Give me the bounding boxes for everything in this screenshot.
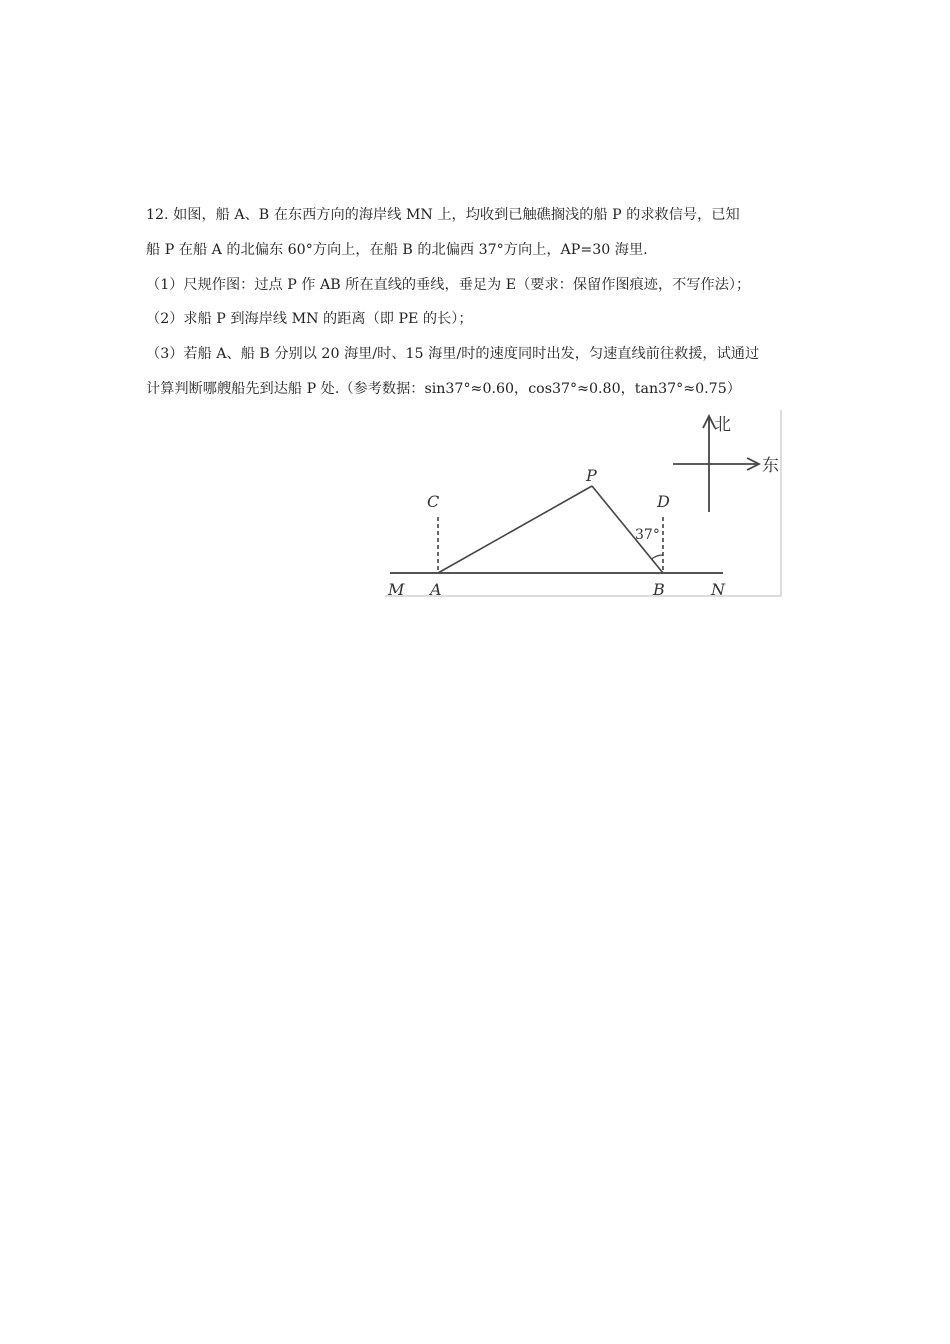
label-b: B: [653, 580, 665, 599]
segment-ap: [438, 486, 592, 573]
figure-svg: [385, 410, 783, 600]
label-a: A: [430, 580, 442, 599]
label-m: M: [388, 580, 405, 599]
question-3-line-1: （3）若船 A、船 B 分别以 20 海里/时、15 海里/时的速度同时出发，匀速直线前往救援，试通过: [146, 346, 760, 362]
label-c: C: [427, 492, 440, 511]
angle-label: 37°: [635, 527, 660, 543]
problem-line-1: 12. 如图，船 A、B 在东西方向的海岸线 MN 上，均收到已触礁搁浅的船 P 的求救信号，已知: [146, 207, 740, 223]
angle-arc-b: [652, 555, 663, 559]
compass-north-label: 北: [714, 415, 731, 435]
label-n: N: [711, 580, 725, 599]
question-3-line-2: 计算判断哪艘船先到达船 P 处.（参考数据：sin37°≈0.60，cos37°≈0.80，tan37°≈0.75）: [146, 381, 741, 397]
label-d: D: [657, 492, 670, 511]
geometry-figure: [385, 410, 783, 600]
question-2: （2）求船 P 到海岸线 MN 的距离（即 PE 的长）；: [146, 311, 473, 327]
compass-east-label: 东: [762, 456, 779, 476]
label-p: P: [586, 466, 597, 485]
problem-line-2: 船 P 在船 A 的北偏东 60°方向上，在船 B 的北偏西 37°方向上，AP=30 海里.: [146, 242, 648, 258]
question-1: （1）尺规作图：过点 P 作 AB 所在直线的垂线，垂足为 E（要求：保留作图痕迹，不写作法）；: [146, 277, 751, 293]
